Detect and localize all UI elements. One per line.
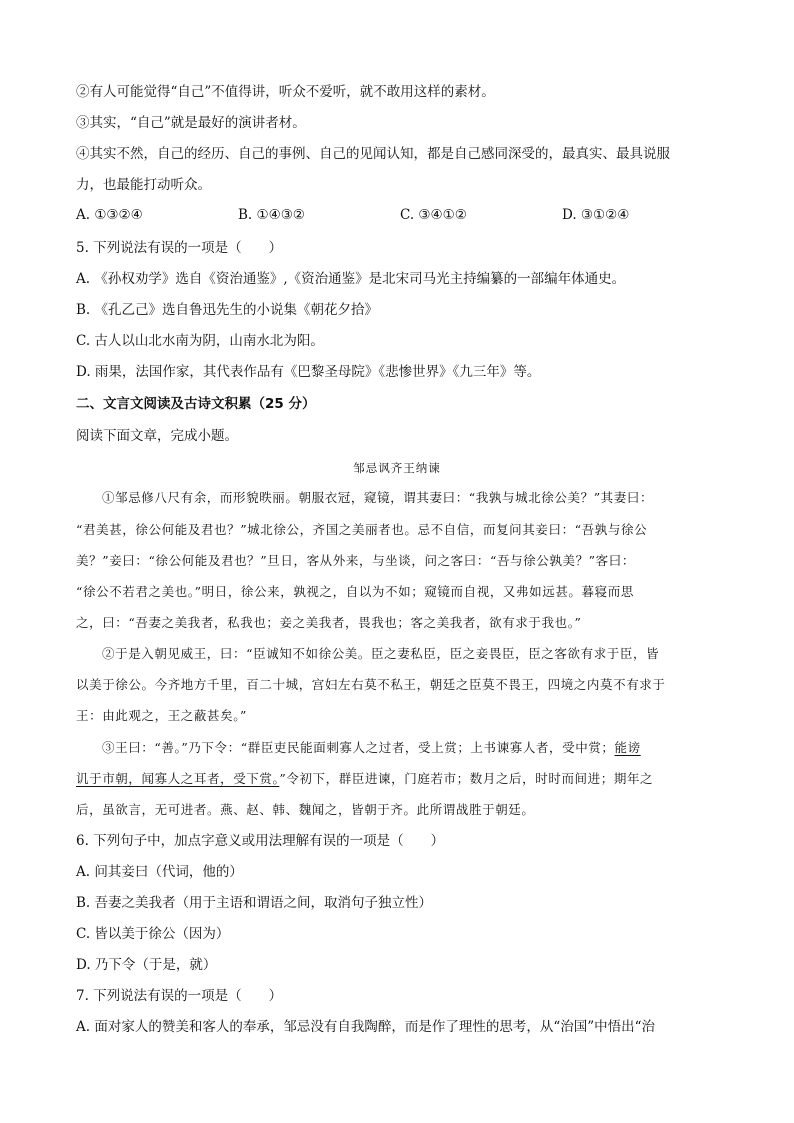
passage-p3-line-2 <box>76 769 734 789</box>
underlined-phrase-end: 讥于市朝，闻寡人之耳者，受下赏。 <box>76 771 280 786</box>
q6-option-b: B. 吾妻之美我者（用于主语和谓语之间，取消句子独立性） <box>76 895 433 911</box>
item-4-line-1: ④其实不然，自己的经历、自己的事例、自己的见闻认知，都是自己感同深受的，最真实、最具说服 <box>76 146 670 162</box>
passage-p3-line-1-text: ③王曰：“善。”乃下令：“群臣吏民能面刺寡人之过者，受上赏；上书谏寡人者，受中赏； <box>102 740 615 755</box>
passage-p3-line-3: 后，虽欲言，无可进者。燕、赵、韩、魏闻之，皆朝于齐。此所谓战胜于朝廷。 <box>76 802 535 817</box>
passage-p2-line-2: 以美于徐公。今齐地方千里，百二十城，宫妇左右莫不私王，朝廷之臣莫不畏王，四境之内莫不有求于 <box>76 677 666 692</box>
section-2-instruction: 阅读下面文章，完成小题。 <box>76 428 238 444</box>
q4-option-d: D. ③①②④ <box>562 207 630 223</box>
item-2: ②有人可能觉得“自己”不值得讲，听众不爱听，就不敢用这样的素材。 <box>76 84 495 100</box>
q5-option-b: B. 《孔乙己》选自鲁迅先生的小说集《朝花夕拾》 <box>76 302 379 318</box>
q5-option-a: A. 《孙权劝学》选自《资治通鉴》,《资治通鉴》是北宋司马光主持编纂的一部编年体通史。 <box>76 271 626 287</box>
passage-title: 邹忌讽齐王纳谏 <box>353 461 441 475</box>
passage-p2-line-1: ②于是入朝见威王，曰：“臣诚知不如徐公美。臣之妻私臣，臣之妾畏臣，臣之客欲有求于臣，皆 <box>102 646 660 661</box>
q4-option-c: C. ③④①② <box>400 207 467 223</box>
passage-p2-line-3: 王：由此观之，王之蔽甚矣。” <box>76 708 248 723</box>
q7-option-a: A. 面对家人的赞美和客人的奉承，邹忌没有自我陶醉，而是作了理性的思考，从“治国”中悟出“治 <box>76 1019 656 1035</box>
section-2-heading: 二、文言文阅读及古诗文积累（25 分） <box>76 396 316 412</box>
passage-p1-line-5: 之，曰：“吾妻之美我者，私我也；妾之美我者，畏我也；客之美我者，欲有求于我也。” <box>76 615 582 630</box>
item-4-line-2: 力，也最能打动听众。 <box>76 177 211 193</box>
passage-p1-line-2: “君美甚，徐公何能及君也？”城北徐公，齐国之美丽者也。忌不自信，而复问其妾曰：“吾孰与徐公 <box>76 522 648 537</box>
q5-option-d: D. 雨果，法国作家，其代表作品有《巴黎圣母院》《悲惨世界》《九三年》等。 <box>76 364 541 380</box>
q6-option-c: C. 皆以美于徐公（因为） <box>76 926 230 942</box>
q6-option-d: D. 乃下令（于是，就） <box>76 957 217 973</box>
passage-p1-line-3: 美？”妾曰：“徐公何能及君也？”旦日，客从外来，与坐谈，问之客曰：“吾与徐公孰美？”客曰： <box>76 553 635 568</box>
q7-stem: 7. 下列说法有误的一项是（ ） <box>76 988 283 1004</box>
underlined-phrase-start: 能谤 <box>614 740 641 755</box>
passage-p3-line-2-text: ”令初下，群臣进谏，门庭若市；数月之后，时时而间进；期年之 <box>279 771 654 786</box>
q4-option-a: A. ①③②④ <box>76 207 143 223</box>
passage-p1-line-4: “徐公不若君之美也。”明日，徐公来，孰视之，自以为不如；窥镜而自视，又弗如远甚。暮寝而思 <box>76 584 634 599</box>
q5-option-c: C. 古人以山北水南为阴，山南水北为阳。 <box>76 333 324 349</box>
q6-option-a: A. 问其妾曰（代词，他的） <box>76 864 243 880</box>
q4-options <box>76 207 716 227</box>
q5-stem: 5. 下列说法有误的一项是（ ） <box>76 240 283 256</box>
passage-p3-line-1 <box>76 738 734 758</box>
passage-p1-line-1: ①邹忌修八尺有余，而形貌昳丽。朝服衣冠，窥镜，谓其妻曰：“我孰与城北徐公美？”其妻曰： <box>102 490 654 505</box>
item-3: ③其实，“自己”就是最好的演讲者材。 <box>76 115 306 131</box>
q4-option-b: B. ①④③② <box>238 207 305 223</box>
q6-stem: 6. 下列句子中，加点字意义或用法理解有误的一项是（ ） <box>76 833 445 849</box>
